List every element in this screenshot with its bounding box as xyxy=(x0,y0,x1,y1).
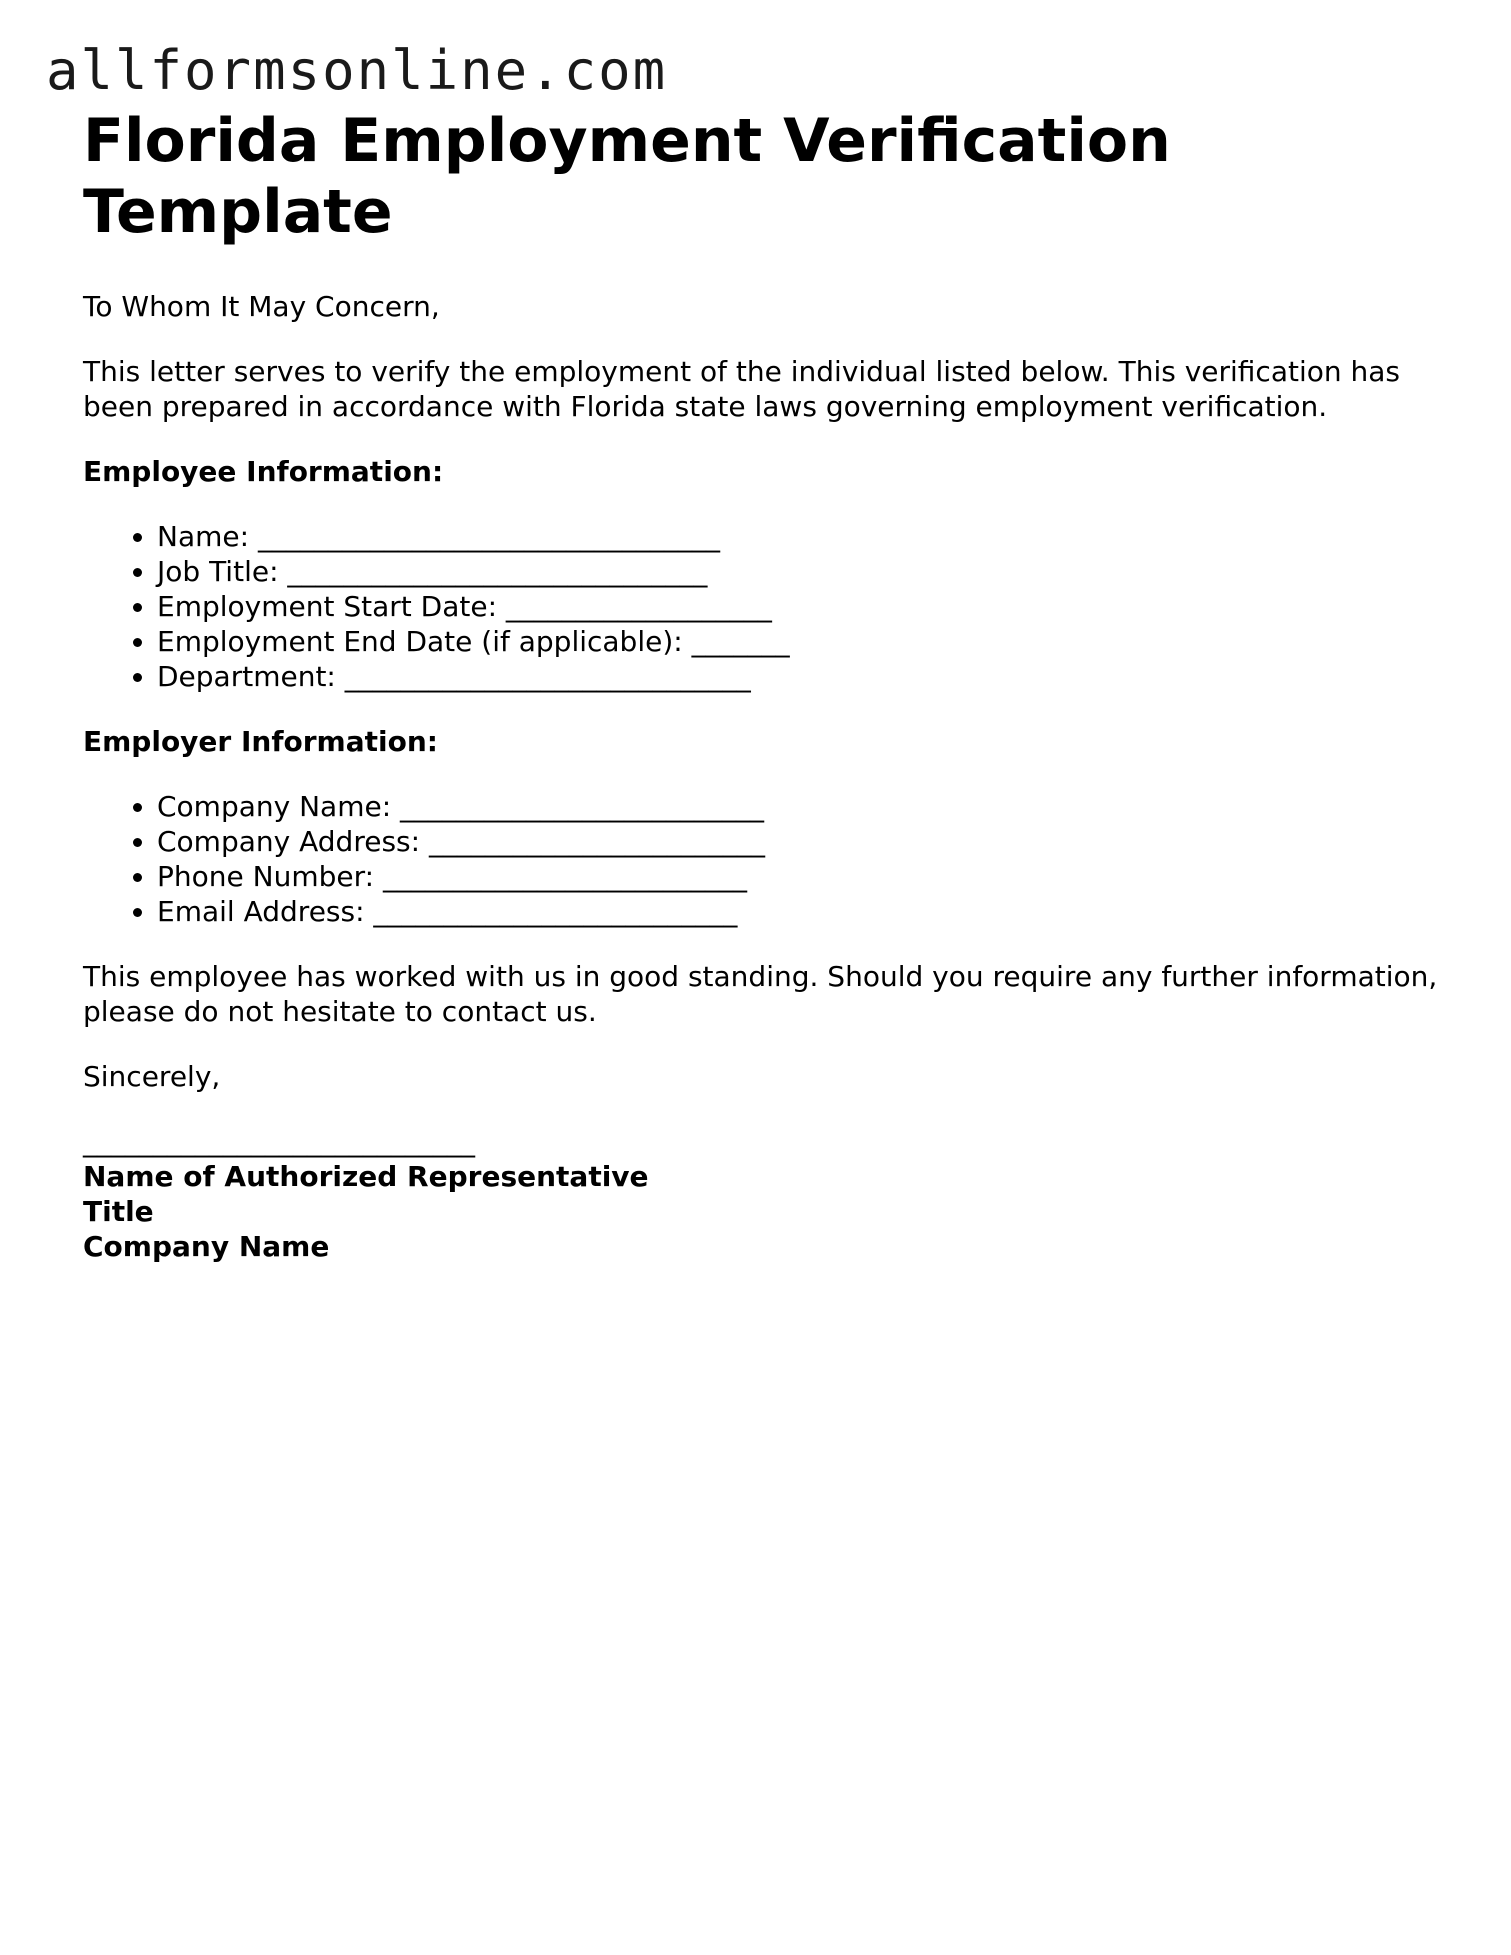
page-title: Florida Employment Verification Template xyxy=(83,106,1171,247)
letter-body xyxy=(83,106,1443,1264)
employer-section-heading: Employer Information: xyxy=(83,725,438,758)
department-field: • Department: _____________________________ xyxy=(157,659,1443,694)
representative-title: Title xyxy=(83,1195,154,1228)
signature-line: ____________________________ xyxy=(83,1125,475,1158)
company-address-field: • Company Address: ________________________ xyxy=(157,824,1443,859)
email-address-field: • Email Address: __________________________ xyxy=(157,894,1443,929)
signature-block xyxy=(83,1124,1443,1264)
employee-name-field: • Name: _________________________________ xyxy=(157,519,1443,554)
employee-section-heading: Employee Information: xyxy=(83,455,444,488)
signoff: Sincerely, xyxy=(83,1060,221,1093)
representative-name: Name of Authorized Representative xyxy=(83,1160,649,1193)
intro-paragraph: This letter serves to verify the employment of the individual listed below. This verification has been prepared in accordance with Florida state laws governing employment verification. xyxy=(83,355,1401,423)
closing-paragraph: This employee has worked with us in good standing. Should you require any further information, please do not hesitate to contact us. xyxy=(83,960,1438,1028)
salutation: To Whom It May Concern, xyxy=(83,290,440,323)
start-date-field: • Employment Start Date: ___________________ xyxy=(157,589,1443,624)
watermark: allformsonline.com xyxy=(46,39,668,102)
company-name-field: • Company Name: __________________________ xyxy=(157,789,1443,824)
employer-field-list xyxy=(83,789,1443,929)
phone-number-field: • Phone Number: __________________________ xyxy=(157,859,1443,894)
employee-field-list xyxy=(83,519,1443,694)
job-title-field: • Job Title: ______________________________ xyxy=(157,554,1443,589)
representative-company: Company Name xyxy=(83,1230,330,1263)
end-date-field: • Employment End Date (if applicable): _______ xyxy=(157,624,1443,659)
